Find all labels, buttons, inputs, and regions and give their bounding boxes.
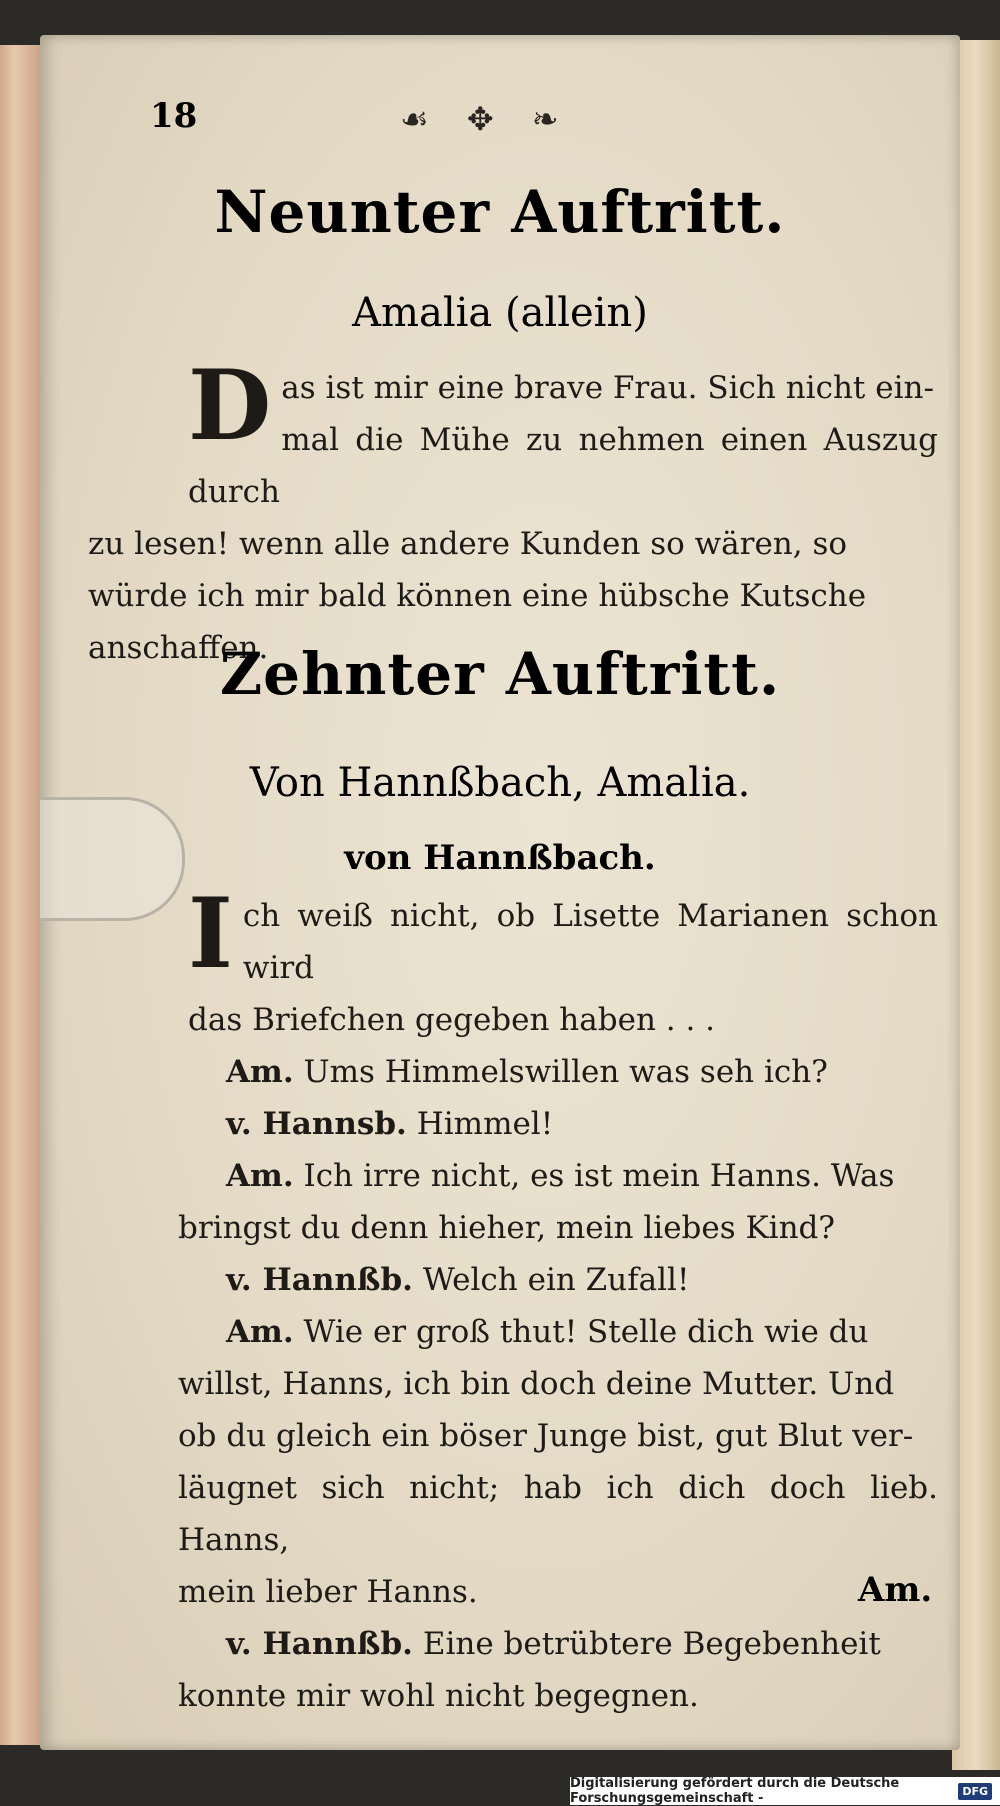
dialogue-line xyxy=(178,1462,938,1566)
dialogue-text: konnte mir wohl nicht begegnen. xyxy=(178,1678,699,1714)
header-ornament: ☙ ✥ ❧ xyxy=(400,100,573,138)
text-line: würde ich mir bald können eine hübsche Kutsche xyxy=(88,578,867,614)
dialogue-text: ob du gleich ein böser Junge bist, gut Blut ver- xyxy=(178,1418,914,1454)
dialogue-text: ch weiß nicht, ob Lisette Marianen schon wird xyxy=(242,898,938,986)
speaker-name: Am. xyxy=(226,1054,294,1090)
text-line: zu lesen! wenn alle andere Kunden so wären, so xyxy=(88,526,848,562)
dialogue-line xyxy=(188,1150,938,1202)
text-line: anschaffen. xyxy=(88,630,269,666)
speaker-name: v. Hannsb. xyxy=(226,1106,407,1142)
dialogue-text: Himmel! xyxy=(416,1106,554,1142)
dialogue-line xyxy=(178,1566,938,1618)
dialogue-line xyxy=(188,1618,938,1670)
dialogue-text: Ums Himmelswillen was seh ich? xyxy=(303,1054,828,1090)
scene-cast-9: Amalia (allein) xyxy=(352,290,648,336)
dialogue-text: Eine betrübtere Begebenheit xyxy=(422,1626,881,1662)
dialogue-line xyxy=(188,1046,938,1098)
dialogue-text: willst, Hanns, ich bin doch deine Mutter. Und xyxy=(178,1366,895,1402)
dialogue-text: das Briefchen gegeben haben . . . xyxy=(188,1002,716,1038)
dialogue-line xyxy=(188,1098,938,1150)
dialogue-line xyxy=(178,1670,938,1722)
dfg-logo: DFG xyxy=(958,1783,992,1800)
dialogue-text: Welch ein Zufall! xyxy=(422,1262,690,1298)
scene-9-text xyxy=(88,349,938,674)
text-line: as ist mir eine brave Frau. Sich nicht ein- xyxy=(281,370,934,406)
dialogue-line xyxy=(188,994,938,1046)
dialogue-text: mein lieber Hanns. xyxy=(178,1574,478,1610)
text-line: mal die Mühe zu nehmen einen Auszug durch xyxy=(188,422,938,510)
scene-heading-9: Neunter Auftritt. xyxy=(214,178,786,246)
drop-cap: D xyxy=(188,349,272,462)
scene-10-text xyxy=(178,877,938,1722)
speaker-name: Am. xyxy=(226,1158,294,1194)
dialogue-line xyxy=(178,1410,938,1462)
scene-cast-10: Von Hannßbach, Amalia. xyxy=(249,760,751,806)
speaker-name: v. Hannßb. xyxy=(226,1262,413,1298)
dialogue-text: Ich irre nicht, es ist mein Hanns. Was xyxy=(303,1158,895,1194)
dialogue-line xyxy=(188,1254,938,1306)
dialogue-line xyxy=(178,1358,938,1410)
catchword: Am. xyxy=(858,1570,933,1610)
drop-cap: I xyxy=(188,877,233,990)
scene-heading-10: Zehnter Auftritt. xyxy=(219,640,781,708)
dialogue-text: Wie er groß thut! Stelle dich wie du xyxy=(303,1314,869,1350)
page-number: 18 xyxy=(150,96,198,136)
footer-text: Digitalisierung gefördert durch die Deutsche Forschungsgemeinschaft - xyxy=(570,1776,900,1806)
speaker-name: v. Hannßb. xyxy=(226,1626,413,1662)
dialogue-line xyxy=(188,1306,938,1358)
dialogue-line xyxy=(178,1202,938,1254)
digitization-footer xyxy=(570,1777,1000,1805)
dialogue-text: läugnet sich nicht; hab ich dich doch lieb. Hanns, xyxy=(178,1470,938,1558)
speaker-heading: von Hannßbach. xyxy=(344,838,656,878)
speaker-name: Am. xyxy=(226,1314,294,1350)
dialogue-text: bringst du denn hieher, mein liebes Kind? xyxy=(178,1210,836,1246)
dialogue-line xyxy=(188,877,938,994)
